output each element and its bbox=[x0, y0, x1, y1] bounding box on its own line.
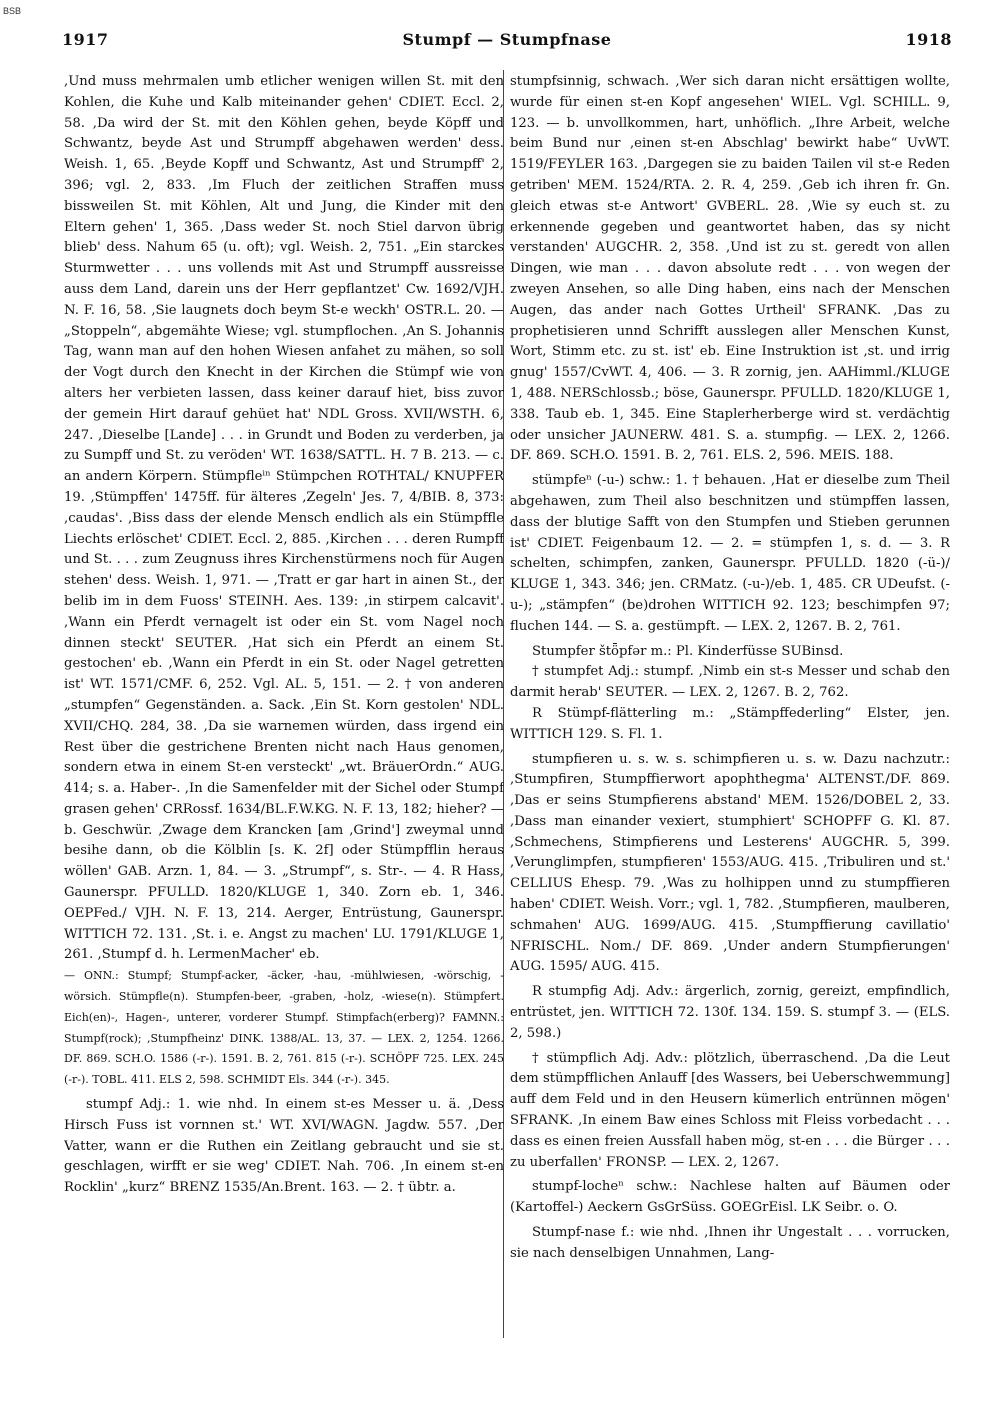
entry-paragraph: stumpfsinnig, schwach. ,Wer sich daran nicht ersättigen wollte, wurde für einen st-en Kopf angesehen' WIEL. Vgl. SCHILL. 9, 123. — b. unvollkommen, hart, unhöflich. „Ihre Arbeit, welche beim Bund nur ,einen st-en Abschlag' bewirkt habe“ UvWT. 1519/FEYLER 163. ,Dargegen sie zu baiden Tailen vil st-e Reden getriben' MEM. 1524/RTA. 2. R. 4, 259. ,Geb ich ihren fr. Gn. gleich etwas st-e Antwort' GVBERL. 28. ,Wie sy euch st. zu erkennende gegeben und geantwortet haben, das sy nicht verstanden' AUGCHR. 2, 358. ,Und ist zu st. geredt von allen Dingen, wie man . . . davon absolute redt . . . von wegen der zweyen Ansehen, so alle Ding haben, eins nach der Menschen Augen, das ander nach Gottes Urtheil' SFRANK. ,Das zu prophetisieren unnd Schrifft ausslegen aller Menschen Kunst, Wort, Stimm etc. zu st. ist' eb. Eine Instruktion ist ,st. und irrig gnug' 1557/CvWT. 4, 406. — 3. R zornig, jen. AAHimml./KLUGE 1, 488. NERSchlossb.; böse, Gaunerspr. PFULLD. 1820/KLUGE 1, 338. Taub eb. 1, 345. Eine Staplerherberge wird st. verdächtig oder unsicher JAUNERW. 481. S. a. stumpfig. — LEX. 2, 1266. DF. 869. SCH.O. 1591. B. 2, 761. ELS. 2, 596. MEIS. 188. bbox=[510, 74, 950, 464]
entry-stumpfet: † stumpfet Adj.: stumpf. ,Nimb ein st-s Messer und schab den darmit herab' SEUTER. — LEX. 2, 1267. B. 2, 762. bbox=[510, 664, 950, 701]
left-column bbox=[64, 72, 504, 1392]
entry-stumpfieren: stumpfieren u. s. w. s. schimpfieren u. s. w. Dazu nachzutr.: ,Stumpfiren, Stumpffierwort apophthegma' ALTENST./DF. 869. ,Das er seins Stumpfierens abstand' MEM. 1526/DOBEL 2, 33. ,Dass man einander vexiert, stumphiert' SCHOPFF G. Kl. 87. ,Schmechens, Stimpfierens und Lesterens' AUGCHR. 5, 399. ,Verunglimpfen, stumpfieren' 1553/AUG. 415. ,Tribuliren und st.' CELLIUS Ehesp. 79. ,Was zu holhippen unnd zu stumpffieren haben' CDIET. Weish. Vorr.; vgl. 1, 782. ,Stumpfieren, maulberen, schmahen' AUG. 1699/AUG. 415. ,Stumpffierung cavillatio' NFRISCHL. Nom./ DF. 869. ,Under andern Stumpfierungen' AUG. 1595/ AUG. 415. bbox=[510, 751, 950, 975]
entry-stumpf-lochen: stumpf-locheⁿ schw.: Nachlese halten auf Bäumen oder (Kartoffel-) Aeckern GsGrSüss. GOEGrEisl. LK Seibr. o. O. bbox=[510, 1179, 950, 1216]
left-column-number: 1917 bbox=[62, 30, 109, 49]
page-title: Stumpf — Stumpfnase bbox=[402, 30, 612, 49]
entry-stumpfig: R stumpfig Adj. Adv.: ärgerlich, zornig, gereizt, empfindlich, entrüstet, jen. WITTICH 72. 130f. 134. 159. S. stumpf 3. — (ELS. 2, 598.) bbox=[510, 984, 950, 1041]
page-header bbox=[62, 30, 952, 54]
library-stamp: BSB bbox=[3, 6, 22, 16]
right-column-number: 1918 bbox=[905, 30, 952, 49]
entry-stumpf-adj: stumpf Adj.: 1. wie nhd. In einem st-es Messer u. ä. ,Dess Hirsch Fuss ist vornnen st.' WT. XVI/WAGN. Jagdw. 557. ,Der Vatter, wann er die Ruthen ein Zeitlang gebraucht und sie st. geschlagen, wirfft er sie weg' CDIET. Nah. 706. ,In einem st-en Rocklin' „kurz“ BRENZ 1535/An.Brent. 163. — 2. † übtr. a. bbox=[64, 1097, 504, 1196]
references-paragraph: — ONN.: Stumpf; Stumpf-acker, -äcker, -hau, -mühlwiesen, -wörschig, -wörsich. Stümpfle(n). Stumpfen-beer, -graben, -holz, -wiese(n). Stümpfert. Eich(en)-, Hagen-, unterer, vorderer Stumpf. Stimpfach(erberg)? FAMNN.: Stumpf(rock); ,Stumpfheinz' DINK. 1388/AL. 13, 37. — LEX. 2, 1254. 1266. DF. 869. SCH.O. 1586 (-r-). 1591. B. 2, 761. 815 (-r-). SCHÖPF 725. LEX. 245 (-r-). TOBL. 411. ELS 2, 598. SCHMIDT Els. 344 (-r-). 345. bbox=[64, 969, 504, 1087]
entry-stuempflich: † stümpflich Adj. Adv.: plötzlich, überraschend. ,Da die Leut dem stümpfflichen Anlauff [des Wassers, bei Ueberschwemmung] auff dem Feld und in den Heusern kümerlich entrünnen mögen' SFRANK. ,In einem Baw eines Schloss mit Fleiss vorbedacht . . . dass es einen freien Aussfall haben mög, st-en . . . die Bürger . . . zu uberfallen' FRONSP. — LEX. 2, 1267. bbox=[510, 1050, 950, 1170]
entry-stumpf-nase: Stumpf-nase f.: wie nhd. ,Ihnen ihr Ungestalt . . . vorrucken, sie nach denselbigen Unnahmen, Lang- bbox=[510, 1225, 950, 1261]
entry-stumpfer: Stumpfer štȫpfər m.: Pl. Kinderfüsse SUBinsd. bbox=[532, 643, 844, 659]
entry-stuempfen: stümpfeⁿ (-u-) schw.: 1. † behauen. ,Hat er dieselbe zum Theil abgehawen, zum Theil also beschnitzen und stümpffen lassen, dass der blutige Safft von den Stumpfen und Stieben gerunnen ist' CDIET. Feigenbaum 12. — 2. = stümpfen 1, s. d. — 3. R schelten, schimpfen, zanken, Gaunerspr. PFULLD. 1820 (-ü-)/ KLUGE 1, 343. 346; jen. CRMatz. (-u-)/eb. 1, 485. CR UDeufst. (-u-); „stämpfen“ (be)drohen WITTICH 92. 123; beschimpfen 97; fluchen 144. — S. a. gestümpft. — LEX. 2, 1267. B. 2, 761. bbox=[510, 473, 950, 634]
entry-paragraph: ,Und muss mehrmalen umb etlicher wenigen willen St. mit den Kohlen, die Kuhe und Kalb miteinander gehen' CDIET. Eccl. 2, 58. ,Da wird der St. mit den Köhlen gehen, beyde Köpff und Schwantz, beyde Ast und Strumpff abgehawen werden' dess. Weish. 1, 65. ,Beyde Kopff und Schwantz, Ast und Strumpff' 2, 396; vgl. 2, 833. ,Im Fluch der zeitlichen Straffen muss bissweilen St. mit Köhlen, Alt und Jung, die Kinder mit den Eltern gehen' 1, 365. ,Dass weder St. noch Stiel darvon übrig blieb' dess. Nahum 65 (u. oft); vgl. Weish. 2, 751. „Ein starckes Sturmwetter . . . uns vollends mit Ast und Strumpff aussreisse auss dem Land, darein uns der Herr gepflantzet' Cw. 1692/VJH. N. F. 16, 58. ,Sie laugnets doch beym St-e weckh' OSTR.L. 20. — „Stoppeln“, abgemähte Wiese; vgl. stumpflochen. ,An S. Johannis Tag, wann man auf den hohen Wiesen anfahet zu mähen, so soll der Vogt durch den Knecht in der Kirchen die Stümpf wie von alters her verbieten lassen, dass keiner darauf hiet, biss zuvor der gemein Hirt darauf gehüet hat' NDL Gross. XVII/WSTH. 6, 247. ,Dieselbe [Lande] . . . in Grundt und Boden zu verderben, ja zu Sumpff und St. zu veröden' WT. 1638/SATTL. H. 7 B. 213. — c. an andern Körpern. Stümpfleⁱⁿ Stümpchen ROTHTAL/ KNUPFER 19. ,Stümpffen' 1475ff. für älteres ,Zegeln' Jes. 7, 4/BIB. 8, 373: ,caudas'. ,Biss dass der elende Mensch endlich als ein Stümpffle Liechts erlöschet' CDIET. Eccl. 2, 885. ,Kirchen . . . deren Rumpff und St. . . . zum Zeugnuss ihres Kirchenstürmens noch für Augen stehen' dess. Weish. 1, 971. — ,Tratt er gar hart in ainen St., der belib im in dem Fuoss' STEINH. Aes. 139: ,in stirpem calcavit'. ,Wann ein Pferdt vernagelt ist oder ein St. vom Nagel noch dinnen steckt' SEUTER. ,Hat sich ein Pferdt an einem St. gestochen' eb. ,Wann ein Pferdt in ein St. oder Nagel getretten ist' WT. 1571/CMF. 6, 252. Vgl. AL. 5, 151. — 2. † von anderen „stumpfen“ Gegenständen. a. Sack. ,Ein St. Korn gestolen' NDL. XVII/CHQ. 284, 38. ,Da sie warnemen würden, dass irgend ein Rest über die gestrichene Brenten nicht nach Haus genomen, sondern etwa in einem St-en versteckt' „wt. BräuerOrdn.“ AUG. 414; s. a. Haber-. ,In die Samenfelder mit der Sichel oder Stumpf grasen gehen' CRRossf. 1634/BL.F.W.KG. N. F. 13, 182; hieher? — b. Geschwür. ,Zwage dem Krancken [am ,Grind'] zweymal unnd besihe dann, ob die Kölblin [s. K. 2f] oder Stümpfflin heraus wöllen' GAB. Arzn. 1, 84. — 3. „Strumpf“, s. Str-. — 4. R Hass, Gaunerspr. PFULLD. 1820/KLUGE 1, 340. Zorn eb. 1, 346. OEPFed./ VJH. N. F. 13, 214. Aerger, Entrüstung, Gaunerspr. WITTICH 72. 131. ,St. i. e. Angst zu machen' LU. 1791/KLUGE 1, 261. ,Stumpf d. h. LermenMacher' eb. bbox=[64, 74, 504, 963]
right-column bbox=[510, 72, 950, 1392]
entry-stuempf-flaetterling: R Stümpf-flätterling m.: „Stämpffederling“ Elster, jen. WITTICH 129. S. Fl. 1. bbox=[510, 705, 950, 742]
